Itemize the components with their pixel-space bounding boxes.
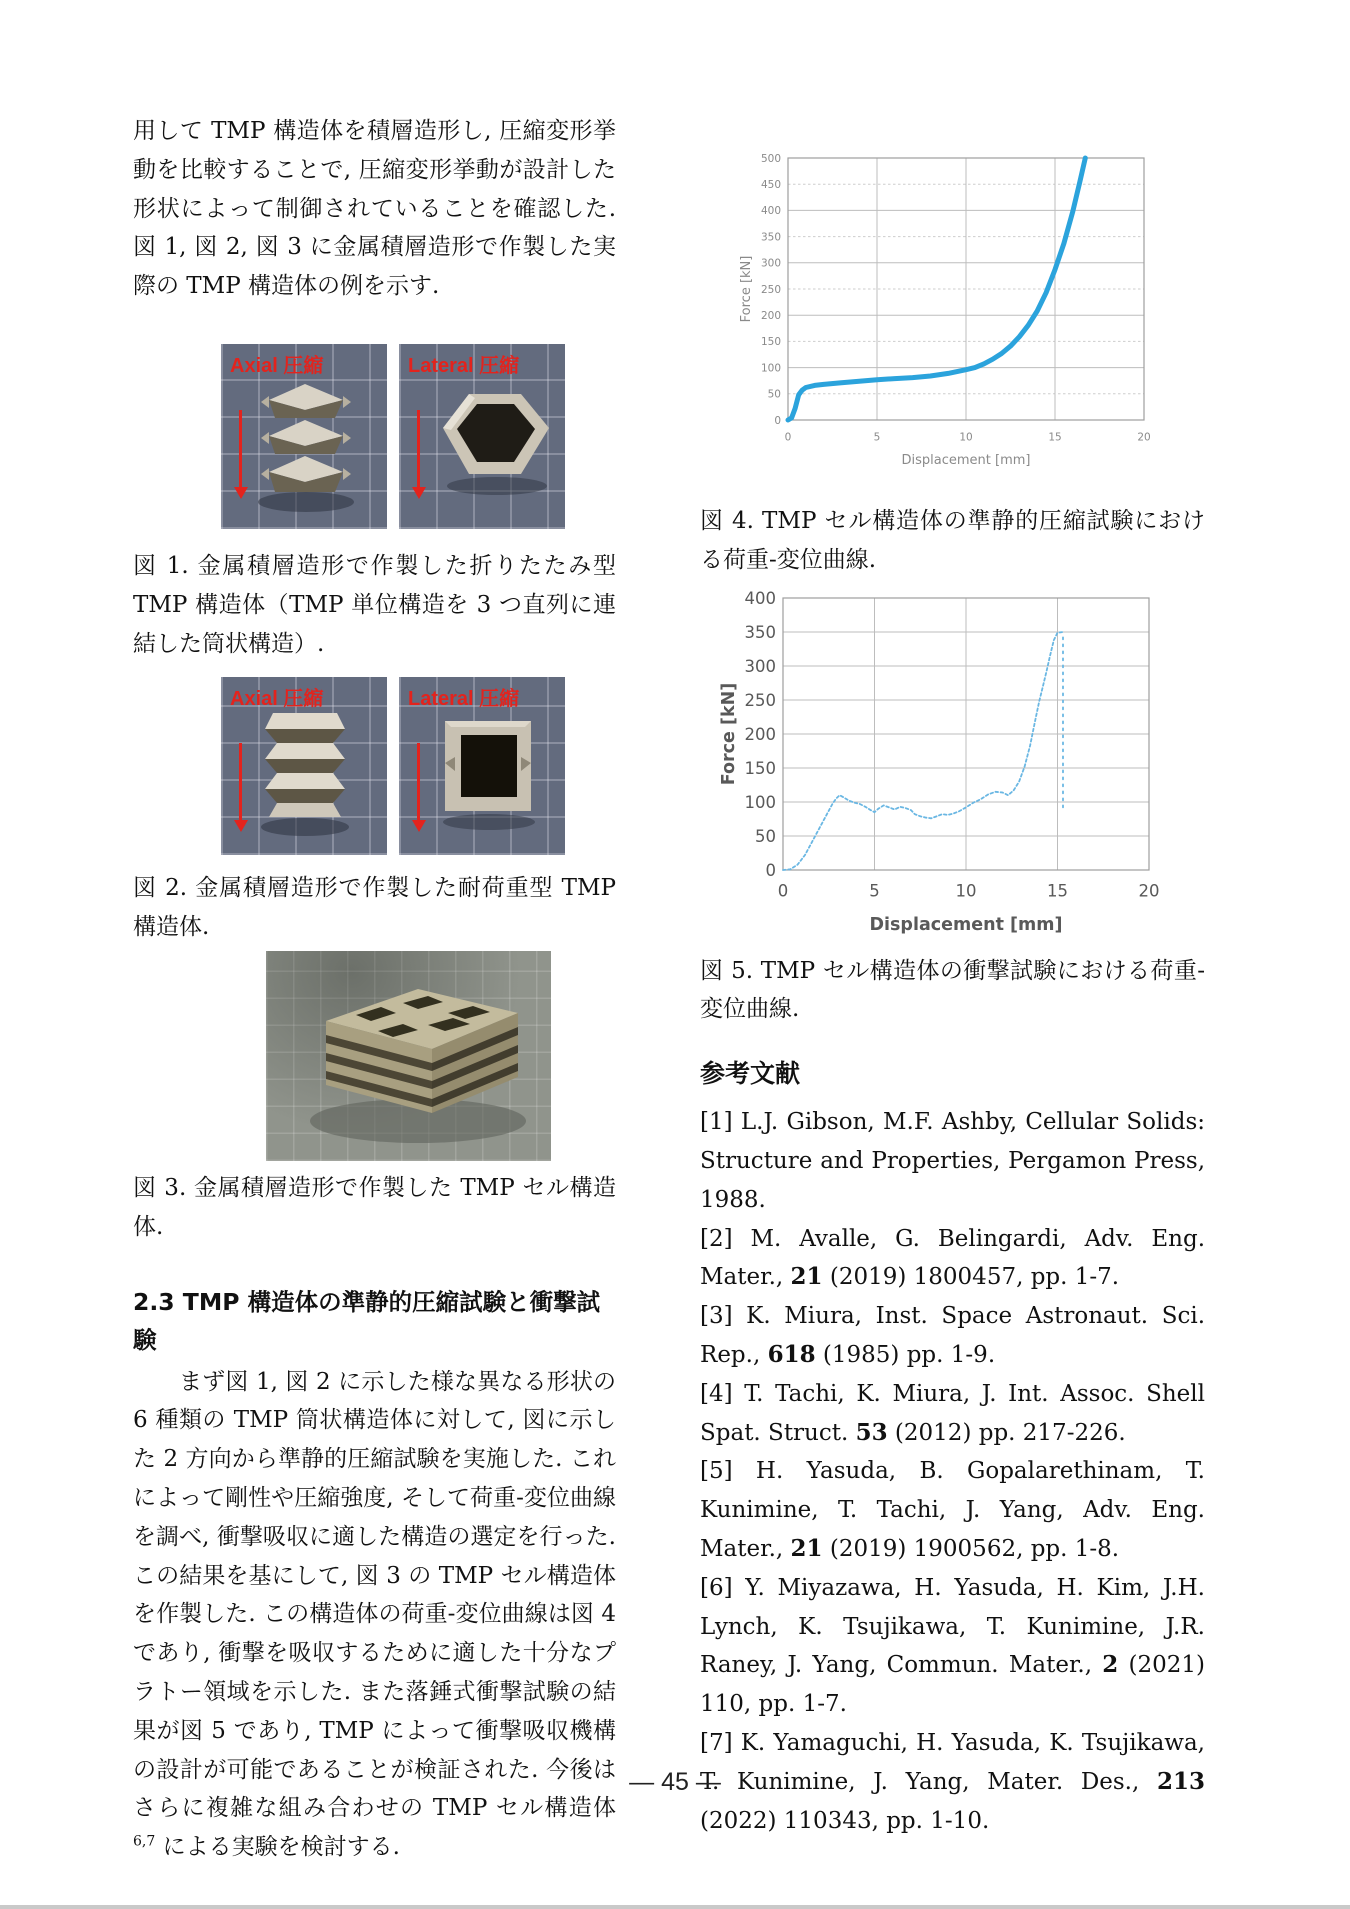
down-arrow-icon — [239, 410, 242, 488]
figure4-caption: 図 4. TMP セル構造体の準静的圧縮試験における荷重-変位曲線. — [700, 508, 1205, 573]
lateral-compression-label: Lateral 圧縮 — [408, 354, 520, 377]
svg-text:250: 250 — [744, 690, 776, 710]
figure3-photo — [266, 951, 551, 1161]
svg-text:50: 50 — [755, 826, 776, 846]
reference-text: [7] K. Yamaguchi, H. Yasuda, K. Tsujikawa, T. Kunimine, J. Yang, Mater. Des., — [700, 1729, 1205, 1795]
reference-item — [700, 1452, 1205, 1568]
reference-text: [5] H. Yasuda, B. Gopalarethinam, T. Kunimine, T. Tachi, J. Yang, Adv. Eng. Mater., — [700, 1458, 1205, 1562]
left-column — [133, 0, 616, 1867]
figure5-chart — [700, 590, 1205, 942]
svg-text:50: 50 — [767, 388, 781, 401]
figure2-photo-lateral — [399, 677, 565, 855]
svg-text:400: 400 — [760, 205, 781, 218]
figure5-caption: 図 5. TMP セル構造体の衝撃試験における荷重-変位曲線. — [700, 957, 1205, 1023]
reference-volume: 53 — [855, 1418, 888, 1446]
svg-text:300: 300 — [760, 257, 781, 270]
reference-text: (2019) 1900562, pp. 1-8. — [822, 1535, 1120, 1562]
reference-text: [3] K. Miura, Inst. Space Astronaut. Sci. Rep., — [700, 1303, 1205, 1368]
reference-item — [700, 1103, 1205, 1219]
svg-text:0: 0 — [784, 431, 792, 444]
figure2-photo-axial — [221, 677, 387, 855]
axial-compression-label: Axial 圧縮 — [230, 688, 324, 711]
reference-volume: 21 — [790, 1534, 823, 1562]
svg-text:400: 400 — [744, 589, 776, 608]
reference-text: (2019) 1800457, pp. 1-7. — [822, 1264, 1120, 1291]
lateral-compression-label: Lateral 圧縮 — [408, 688, 520, 711]
tmp-cell-structure-specimen — [266, 951, 551, 1161]
svg-text:10: 10 — [959, 431, 973, 444]
svg-text:100: 100 — [744, 792, 776, 812]
reference-item — [700, 1569, 1205, 1724]
reference-text: [1] L.J. Gibson, M.F. Ashby, Cellular Solids: Structure and Properties, Pergamon Press, 1988. — [700, 1109, 1205, 1213]
svg-text:20: 20 — [1138, 881, 1160, 901]
svg-text:15: 15 — [1047, 881, 1068, 901]
axial-compression-label: Axial 圧縮 — [230, 354, 324, 377]
svg-text:200: 200 — [760, 309, 781, 322]
figure2-photos — [221, 677, 616, 855]
figure1-caption: 図 1. 金属積層造形で作製した折りたたみ型 TMP 構造体（TMP 単位構造を 3 つ直列に連結した筒状構造）. — [133, 552, 616, 657]
references-list — [700, 1103, 1205, 1840]
svg-text:20: 20 — [1137, 431, 1151, 444]
svg-text:10: 10 — [955, 881, 977, 901]
svg-text:Displacement [mm]: Displacement [mm] — [869, 914, 1063, 935]
reference-text: [4] T. Tachi, K. Miura, J. Int. Assoc. Shell Spat. Struct. — [700, 1380, 1205, 1446]
svg-text:15: 15 — [1048, 431, 1062, 444]
page-bottom-edge — [0, 1905, 1350, 1909]
svg-text:100: 100 — [760, 362, 781, 375]
svg-text:Force [kN]: Force [kN] — [719, 682, 739, 785]
intro-paragraph: 用して TMP 構造体を積層造形し, 圧縮変形挙動を比較することで, 圧縮変形挙動が設計した形状によって制御されていることを確認した. 図 1, 図 2, 図 3 に金属積層造形で作製した実際の TMP 構造体の例を示す. — [133, 118, 616, 300]
down-arrow-icon — [417, 410, 420, 488]
reference-text: (2021) 110, pp. 1-7. — [700, 1652, 1206, 1718]
svg-text:500: 500 — [760, 152, 781, 165]
svg-text:450: 450 — [760, 178, 781, 191]
reference-volume: 2 — [1102, 1651, 1119, 1679]
reference-text: [6] Y. Miyazawa, H. Yasuda, H. Kim, J.H. Lynch, K. Tsujikawa, T. Kunimine, J.R. Raney, J. Yang, Commun. Mater., — [700, 1574, 1205, 1679]
paragraph-text: まず図 1, 図 2 に示した様な異なる形状の 6 種類の TMP 筒状構造体に対して, 図に示した 2 方向から準静的圧縮試験を実施した. これによって剛性や圧縮強度, そして荷重-変位曲線を調べ, 衝撃吸収に適した構造の選定を行った. この結果を基にして, 図 3 の TMP セル構造体を作製した. この構造体の荷重-変位曲線は図 4 であり, 衝撃を吸収するために適した十分なプラトー領域を示した. また落錘式衝撃試験の結果が図 5 であり, TMP によって衝撃吸収機構の設計が可能であることが検証された. 今後はさらに複雑な組み合わせの TMP セル構造体 — [133, 1368, 616, 1822]
figure2-caption: 図 2. 金属積層造形で作製した耐荷重型 TMP 構造体. — [133, 875, 616, 941]
paragraph-text: による実験を検討する. — [155, 1834, 400, 1861]
svg-text:150: 150 — [744, 758, 776, 778]
references-heading: 参考文献 — [700, 1059, 801, 1089]
reference-volume: 213 — [1156, 1767, 1205, 1795]
reference-text: (2022) 110343, pp. 1-10. — [700, 1807, 990, 1834]
svg-text:5: 5 — [869, 881, 880, 901]
svg-text:150: 150 — [760, 336, 781, 349]
figure3-caption: 図 3. 金属積層造形で作製した TMP セル構造体. — [133, 1174, 616, 1240]
svg-text:350: 350 — [744, 622, 776, 642]
down-arrow-icon — [239, 743, 242, 821]
figure1-photo-axial — [221, 344, 387, 529]
right-column — [700, 0, 1205, 1840]
figure1-photos — [221, 344, 616, 529]
svg-text:Displacement [mm]: Displacement [mm] — [901, 453, 1031, 468]
figure4-chart — [700, 118, 1180, 476]
svg-text:0: 0 — [774, 414, 781, 427]
section-2-3-heading: 2.3 TMP 構造体の準静的圧縮試験と衝撃試験 — [133, 1287, 601, 1354]
reference-item — [700, 1220, 1205, 1298]
svg-text:0: 0 — [765, 860, 776, 880]
svg-text:250: 250 — [760, 283, 781, 296]
svg-text:0: 0 — [777, 881, 789, 901]
reference-item — [700, 1297, 1205, 1375]
reference-volume: 21 — [790, 1263, 823, 1291]
svg-text:Force [kN]: Force [kN] — [739, 255, 754, 323]
citation-superscript: 6,7 — [133, 1833, 156, 1850]
svg-text:350: 350 — [760, 231, 781, 244]
svg-text:200: 200 — [744, 724, 776, 744]
svg-text:300: 300 — [744, 656, 776, 676]
down-arrow-icon — [417, 743, 420, 821]
svg-text:5: 5 — [873, 431, 881, 444]
reference-text: [2] M. Avalle, G. Belingardi, Adv. Eng. Mater., — [700, 1225, 1205, 1291]
figure1-photo-lateral — [399, 344, 565, 529]
reference-text: (1985) pp. 1-9. — [815, 1341, 996, 1368]
reference-volume: 618 — [767, 1340, 816, 1368]
page-number: — 45 — — [629, 1768, 721, 1796]
reference-text: (2012) pp. 217-226. — [887, 1419, 1126, 1446]
reference-item — [700, 1375, 1205, 1453]
